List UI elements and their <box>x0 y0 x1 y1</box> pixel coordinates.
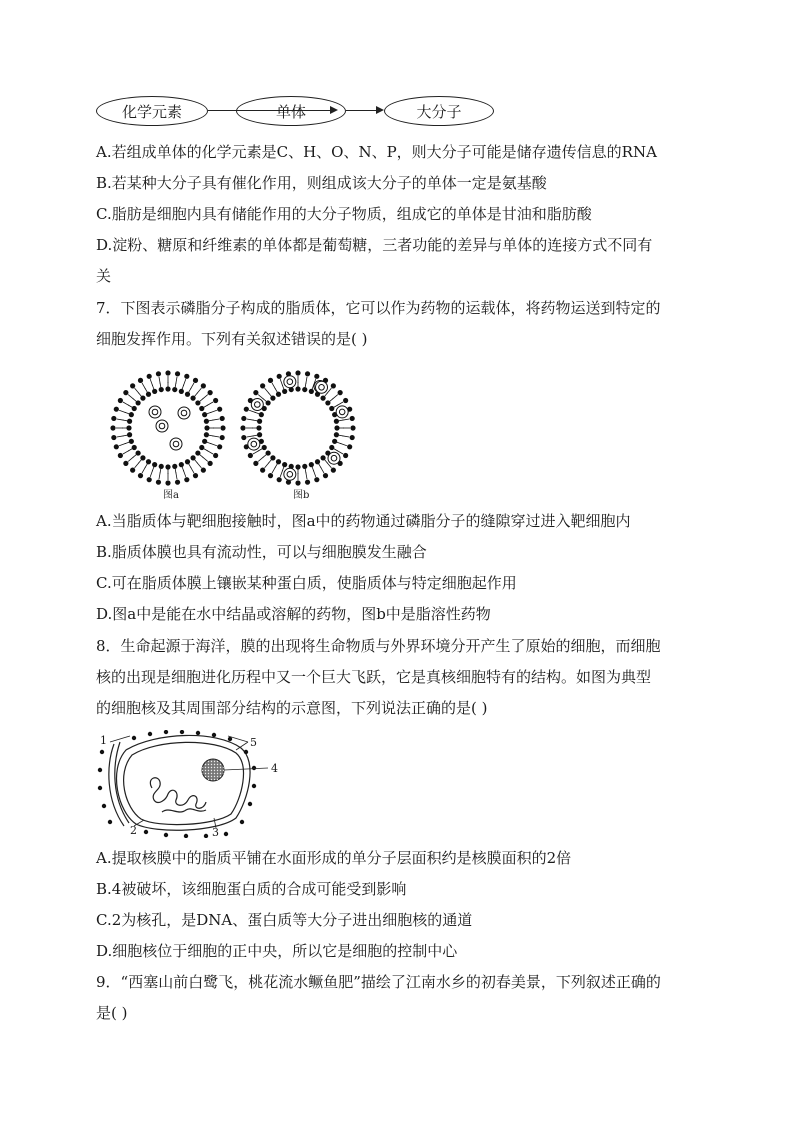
nucleus-label-4: 4 <box>271 762 278 775</box>
q7-stem-line1: 7．下图表示磷脂分子构成的脂质体，它可以作为药物的运载体，将药物运送到特定的 <box>96 299 661 317</box>
flow-node-macromolecule: 大分子 <box>384 96 494 126</box>
q9-stem-line2: 是( ) <box>96 1004 128 1022</box>
q6-option-b: B.若某种大分子具有催化作用，则组成该大分子的单体一定是氨基酸 <box>96 174 547 192</box>
q6-option-a: A.若组成单体的化学元素是C、H、O、N、P，则大分子可能是储存遗传信息的RNA <box>96 143 657 161</box>
q8-stem-line2: 核的出现是细胞进化历程中又一个巨大飞跃，它是真核细胞特有的结构。如图为典型 <box>96 668 652 686</box>
q7-option-d: D.图a中是能在水中结晶或溶解的药物，图b中是脂溶性药物 <box>96 605 491 623</box>
q6-option-d-line1: D.淀粉、糖原和纤维素的单体都是葡萄糖，三者功能的差异与单体的连接方式不同有 <box>96 236 653 254</box>
nucleus-figure <box>96 730 276 838</box>
q7-option-c: C.可在脂质体膜上镶嵌某种蛋白质，使脂质体与特定细胞起作用 <box>96 574 517 592</box>
chromatin <box>150 778 206 809</box>
q7-stem-line2: 细胞发挥作用。下列有关叙述错误的是( ) <box>96 330 368 348</box>
flow-node-monomer: 单体 <box>236 96 346 126</box>
nucleus-label-5: 5 <box>250 736 257 749</box>
flow-arrow-2 <box>346 110 382 111</box>
q7-option-b: B.脂质体膜也具有流动性，可以与细胞膜发生融合 <box>96 543 427 561</box>
q8-stem-line1: 8．生命起源于海洋，膜的出现将生命物质与外界环境分开产生了原始的细胞，而细胞 <box>96 637 661 655</box>
nucleus-label-3: 3 <box>212 826 219 839</box>
flow-diagram <box>96 96 496 130</box>
q8-option-b: B.4被破坏，该细胞蛋白质的合成可能受到影响 <box>96 880 407 898</box>
liposome-b <box>240 370 355 485</box>
figure-a-caption: 图a <box>163 490 179 501</box>
q8-option-c: C.2为核孔，是DNA、蛋白质等大分子进出细胞核的通道 <box>96 911 473 929</box>
q8-stem-line3: 的细胞核及其周围部分结构的示意图，下列说法正确的是( ) <box>96 699 488 717</box>
flow-node-elements: 化学元素 <box>96 96 208 126</box>
q8-option-a: A.提取核膜中的脂质平铺在水面形成的单分子层面积约是核膜面积的2倍 <box>96 849 572 867</box>
figure-b-caption: 图b <box>293 490 310 501</box>
q8-option-d: D.细胞核位于细胞的正中央，所以它是细胞的控制中心 <box>96 942 458 960</box>
q7-option-a: A.当脂质体与靶细胞接触时，图a中的药物通过磷脂分子的缝隙穿过进入靶细胞内 <box>96 512 631 530</box>
q6-option-d-line2: 关 <box>96 267 112 285</box>
q9-stem-line1: 9．“西塞山前白鹭飞，桃花流水鳜鱼肥”描绘了江南水乡的初春美景，下列叙述正确的 <box>96 973 661 991</box>
liposome-figure <box>108 366 358 502</box>
q6-option-c: C.脂肪是细胞内具有储能作用的大分子物质，组成它的单体是甘油和脂肪酸 <box>96 205 592 223</box>
inner-nuclear-membrane <box>124 742 244 824</box>
nucleus-label-2: 2 <box>130 824 137 837</box>
nucleus-label-1: 1 <box>100 734 107 747</box>
liposome-a <box>110 370 225 485</box>
